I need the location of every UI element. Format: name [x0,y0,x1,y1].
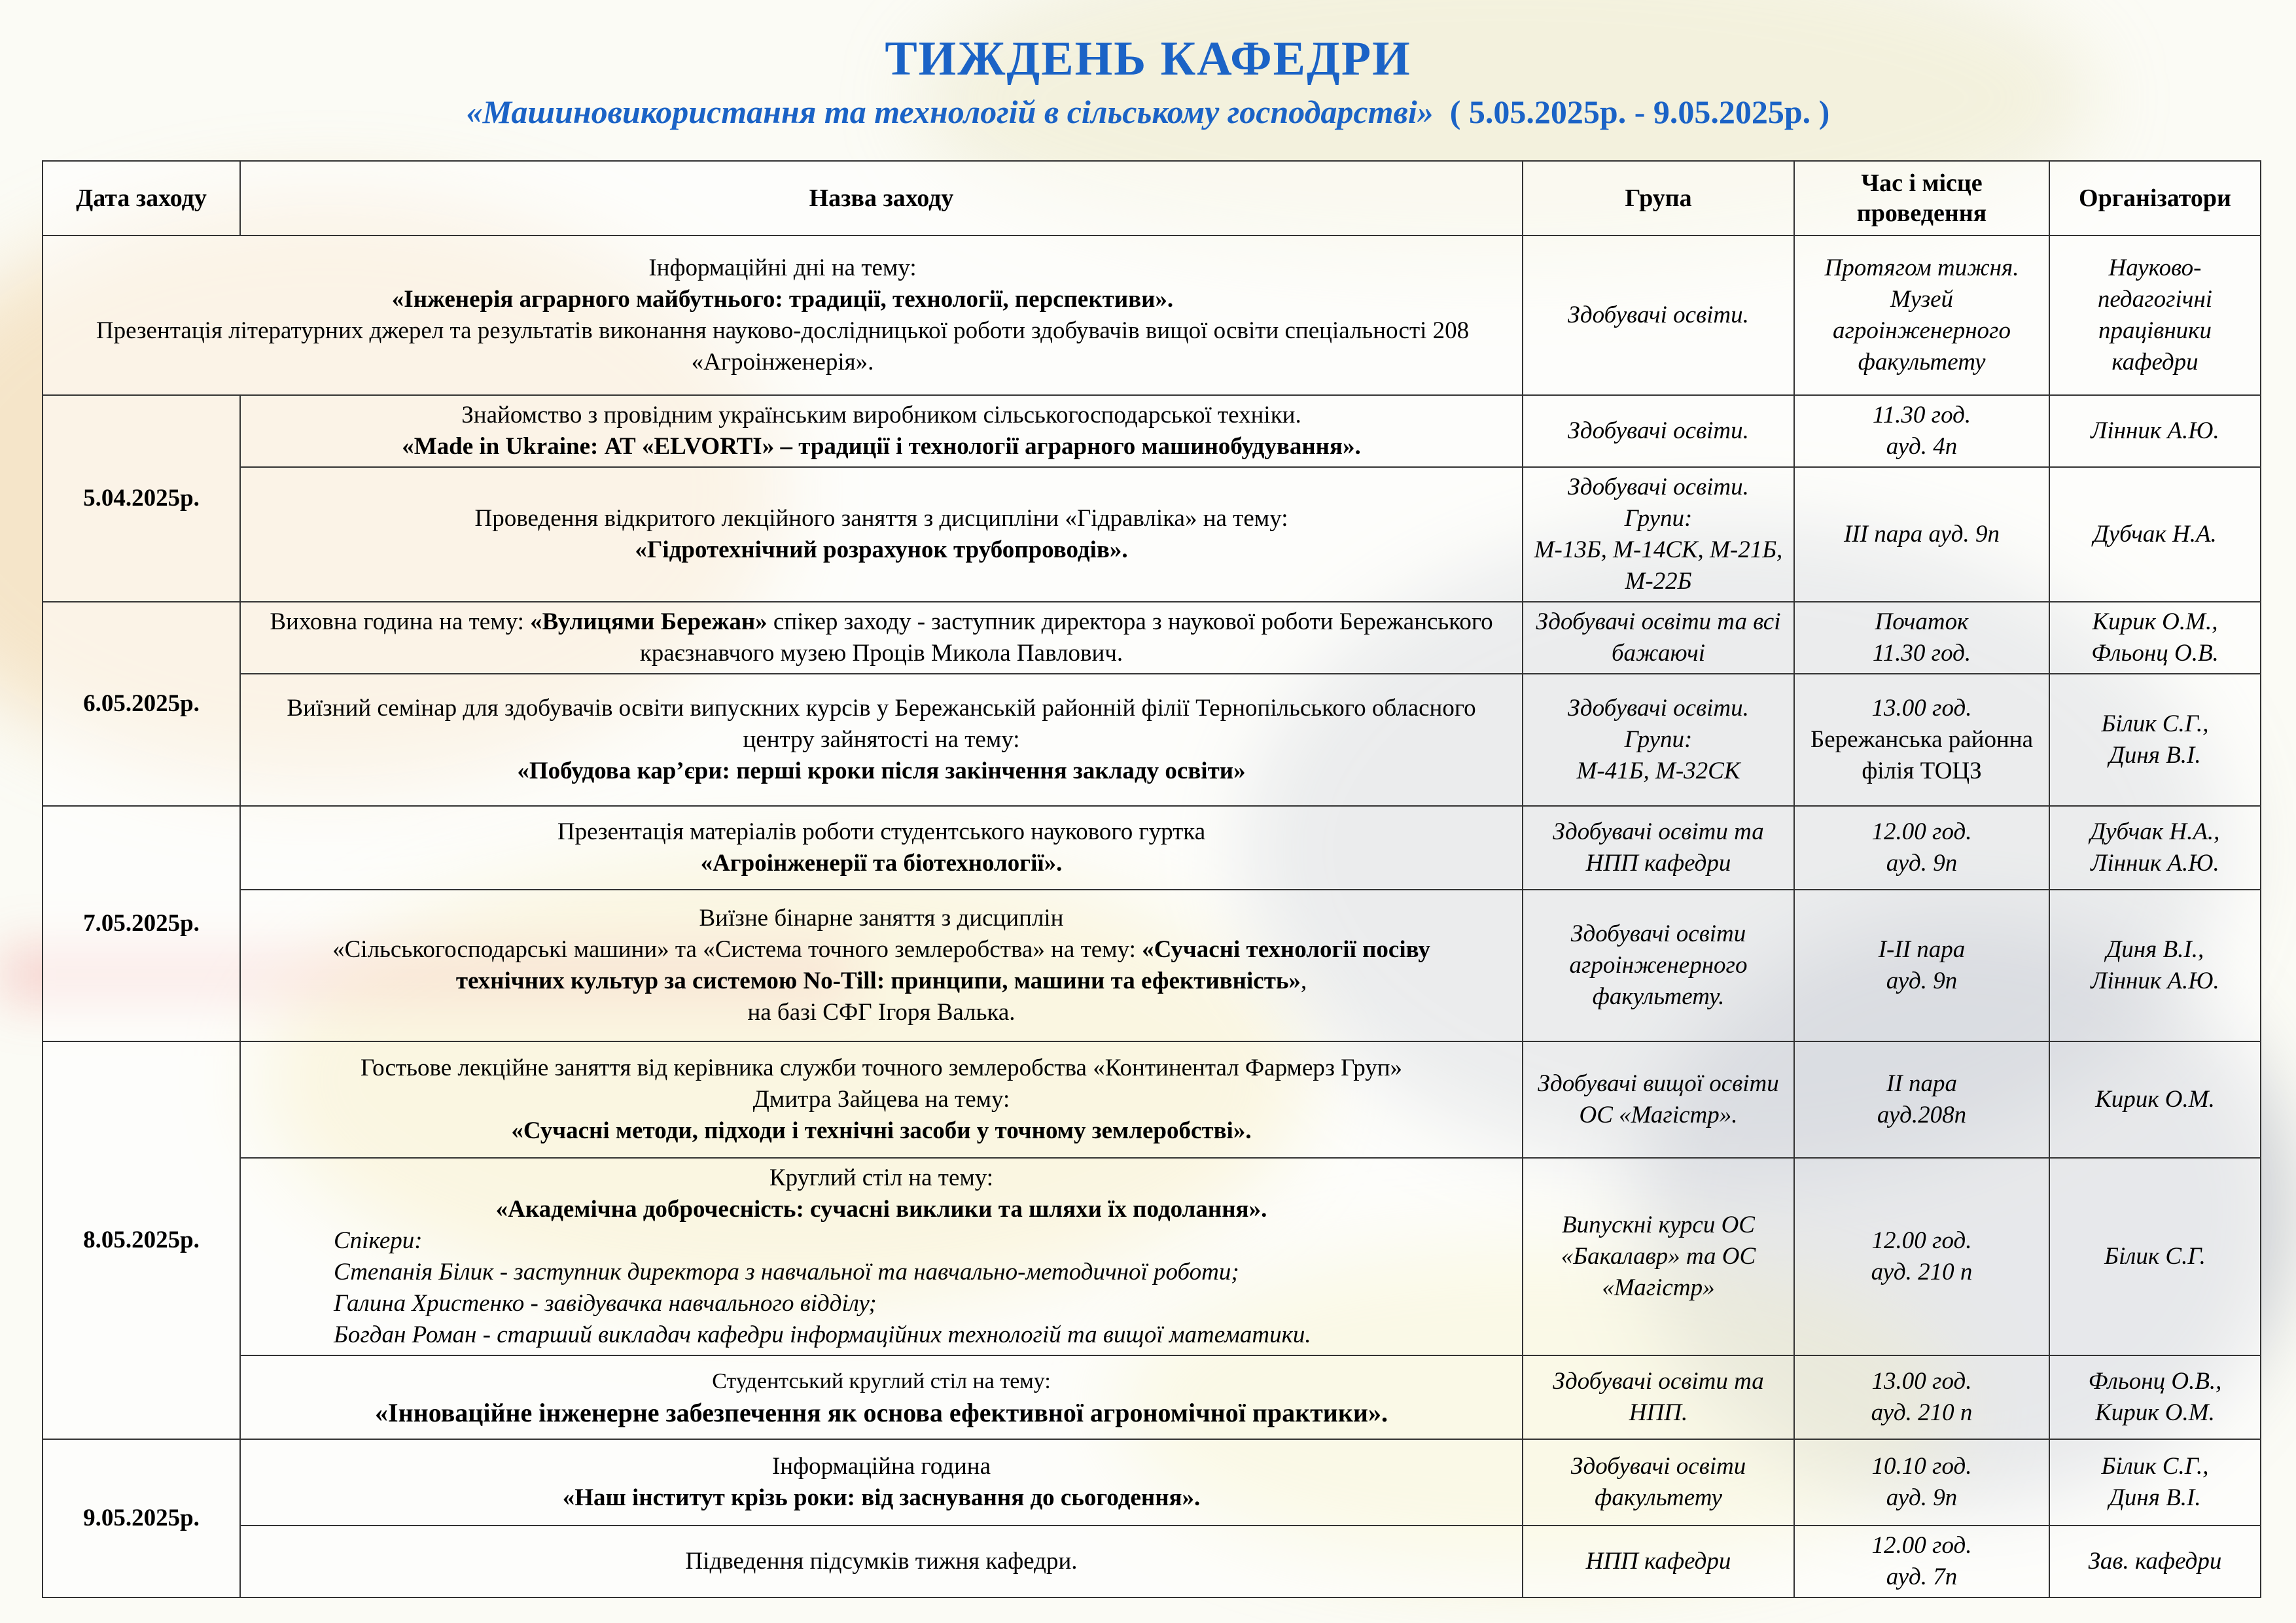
event-organizer: Фльонц О.В., Кирик О.М. [2049,1355,2261,1439]
event-group: Здобувачі освіти. [1523,395,1794,467]
table-row [43,236,2261,395]
event-group: Здобувачі освіти. Групи: М-13Б, М-14СК, М-21Б, М-22Б [1523,467,1794,602]
subtitle-dates: ( 5.05.2025р. - 9.05.2025р. ) [1449,94,1830,130]
event-name: Студентський круглий стіл на тему: «Інноваційне інженерне забезпечення як основа ефективної агрономічної практики». [240,1355,1523,1439]
header-organizers: Організатори [2049,161,2261,236]
subtitle-department: «Машиновикористання та технологій в сільському господарстві» [466,94,1434,130]
event-organizer: Лінник А.Ю. [2049,395,2261,467]
event-name: Круглий стіл на тему: «Академічна доброчесність: сучасні виклики та шляхи їх подолання». Спікери: Степанія Білик - заступник директора з навчальної та навчально-методичної роботи; Галина Христенко - завідувачка навчального відділу; Богдан Роман - старший викладач кафедри інформаційних технологій та вищої математики. [240,1158,1523,1355]
event-name: Проведення відкритого лекційного заняття з дисципліни «Гідравліка» на тему: «Гідротехнічний розрахунок трубопроводів». [240,467,1523,602]
event-organizer: Білик С.Г., Диня В.І. [2049,674,2261,806]
event-name: Інформаційна година «Наш інститут крізь роки: від заснування до сьогодення». [240,1439,1523,1526]
event-date: 5.04.2025р. [43,395,240,602]
event-time: 12.00 год. ауд. 210 п [1794,1158,2049,1355]
event-group: Здобувачі освіти. Групи: М-41Б, М-32СК [1523,674,1794,806]
event-name: Гостьове лекційне заняття від керівника служби точного землеробства «Континентал Фармерз Груп» Дмитра Зайцева на тему: «Сучасні методи, підходи і технічні засоби у точному землеробстві». [240,1041,1523,1158]
header-time-place: Час і місце проведення [1794,161,2049,236]
event-organizer: Кирик О.М., Фльонц О.В. [2049,602,2261,674]
event-group: Здобувачі освіти. [1523,236,1794,395]
table-row [43,1439,2261,1526]
event-name: Знайомство з провідним українським виробником сільськогосподарської техніки. «Made in Ukraine: АТ «ELVORTI» – традиції і технології аграрного машинобудування». [240,395,1523,467]
event-name: Виїзний семінар для здобувачів освіти випускних курсів у Бережанській районній філії Тернопільського обласного центру зайнятості на тему: «Побудова кар’єри: перші кроки після закінчення закладу освіти» [240,674,1523,806]
header [0,26,2296,135]
event-name: Виховна година на тему: «Вулицями Бережан» спікер заходу - заступник директора з наукової роботи Бережанського краєзнавчого музею Проців Микола Павлович. [240,602,1523,674]
event-time: 12.00 год. ауд. 9п [1794,806,2049,890]
event-date: 9.05.2025р. [43,1439,240,1597]
table-row [43,602,2261,674]
event-group: Здобувачі вищої освіти ОС «Магістр». [1523,1041,1794,1158]
event-time: ІІ пара ауд.208п [1794,1041,2049,1158]
event-time: Початок 11.30 год. [1794,602,2049,674]
event-organizer: Кирик О.М. [2049,1041,2261,1158]
event-organizer: Дубчак Н.А., Лінник А.Ю. [2049,806,2261,890]
event-time: 11.30 год. ауд. 4п [1794,395,2049,467]
event-name: Підведення підсумків тижня кафедри. [240,1526,1523,1597]
event-group: НПП кафедри [1523,1526,1794,1597]
event-organizer: Білик С.Г. [2049,1158,2261,1355]
event-organizer: Білик С.Г., Диня В.І. [2049,1439,2261,1526]
event-time: 13.00 год. ауд. 210 п [1794,1355,2049,1439]
event-time: 13.00 год. Бережанська районна філія ТОЦЗ [1794,674,2049,806]
event-group: Здобувачі освіти та НПП кафедри [1523,806,1794,890]
event-group: Випускні курси ОС «Бакалавр» та ОС «Магістр» [1523,1158,1794,1355]
table-row [43,1041,2261,1158]
table-row [43,395,2261,467]
event-date: 6.05.2025р. [43,602,240,806]
event-organizer: Зав. кафедри [2049,1526,2261,1597]
schedule-table [42,160,2261,1598]
event-group: Здобувачі освіти факультету [1523,1439,1794,1526]
event-time: І-ІІ пара ауд. 9п [1794,890,2049,1041]
header-group: Група [1523,161,1794,236]
speakers-list: Спікери: Степанія Білик - заступник директора з навчальної та навчально-методичної роботи; Галина Христенко - завідувачка навчального відділу; Богдан Роман - старший викладач кафедри інформаційних технологій та вищої математики. [334,1227,1311,1348]
table-row [43,1158,2261,1355]
event-time: 12.00 год. ауд. 7п [1794,1526,2049,1597]
header-name: Назва заходу [240,161,1523,236]
page-subtitle [0,89,2296,135]
table-row [43,467,2261,602]
event-organizer: Дубчак Н.А. [2049,467,2261,602]
event-organizer: Науково-педагогічні працівники кафедри [2049,236,2261,395]
table-header-row [43,161,2261,236]
event-group: Здобувачі освіти та всі бажаючі [1523,602,1794,674]
event-name: Презентація матеріалів роботи студентського наукового гуртка «Агроінженерії та біотехнології». [240,806,1523,890]
event-time: ІІІ пара ауд. 9п [1794,467,2049,602]
header-date: Дата заходу [43,161,240,236]
event-date: 8.05.2025р. [43,1041,240,1439]
event-time: 10.10 год. ауд. 9п [1794,1439,2049,1526]
table-row [43,1355,2261,1439]
event-name: Виїзне бінарне заняття з дисциплін «Сільськогосподарські машини» та «Система точного землеробства» на тему: «Сучасні технології посіву технічних культур за системою No-Till: принципи, машини та ефективність», на базі СФГ Ігоря Валька. [240,890,1523,1041]
event-name: Інформаційні дні на тему: «Інженерія аграрного майбутнього: традиції, технології, перспективи». Презентація літературних джерел та результатів виконання науково-дослідницької роботи здобувачів вищої освіти спеціальності 208 «Агроінженерія». [43,236,1523,395]
table-row [43,806,2261,890]
event-date: 7.05.2025р. [43,806,240,1041]
table-row [43,674,2261,806]
event-group: Здобувачі освіти агроінженерного факультету. [1523,890,1794,1041]
page-title: ТИЖДЕНЬ КАФЕДРИ [885,32,1411,86]
table-row [43,1526,2261,1597]
event-group: Здобувачі освіти та НПП. [1523,1355,1794,1439]
event-time: Протягом тижня. Музей агроінженерного факультету [1794,236,2049,395]
event-organizer: Диня В.І., Лінник А.Ю. [2049,890,2261,1041]
table-row [43,890,2261,1041]
